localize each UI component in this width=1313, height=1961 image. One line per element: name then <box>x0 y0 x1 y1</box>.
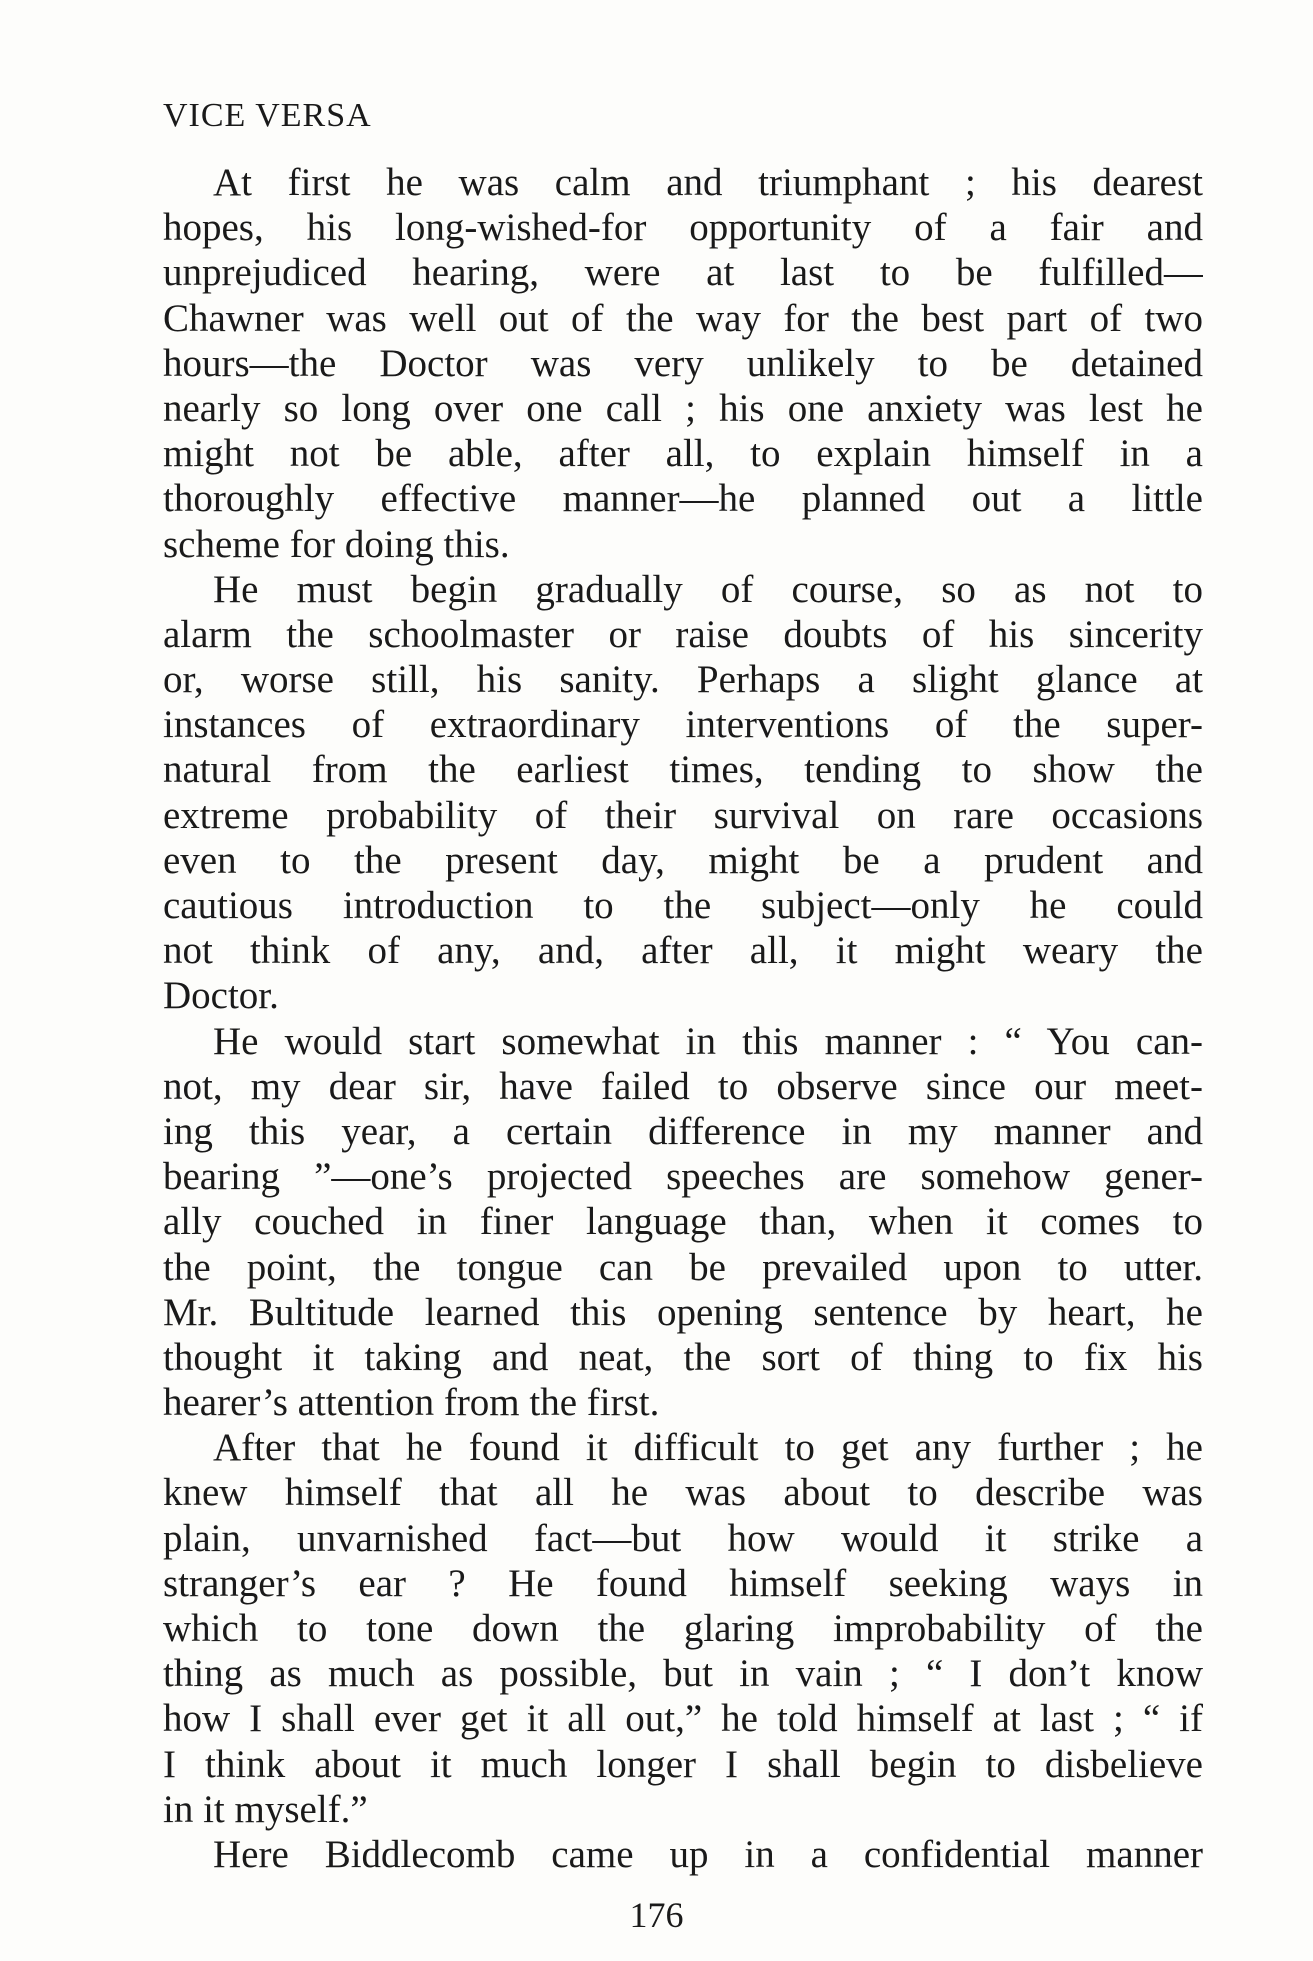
text-line: alarm the schoolmaster or raise doubts of his sincerity <box>163 612 1203 656</box>
body-text <box>163 160 1203 1877</box>
text-line: At first he was calm and triumphant ; his dearest <box>213 161 1203 204</box>
text-line: extreme probability of their survival on rare occasions <box>163 793 1203 837</box>
text-line: plain, unvarnished fact—but how would it strike a <box>163 1516 1203 1560</box>
text-line: hearer’s attention from the first. <box>163 1381 660 1425</box>
text-line: After that he found it difficult to get any further ; he <box>213 1426 1203 1470</box>
text-line: instances of extraordinary interventions of the super- <box>163 703 1203 747</box>
text-line: nearly so long over one call ; his one anxiety was lest he <box>163 386 1203 430</box>
text-line: not, my dear sir, have failed to observe since our meet- <box>163 1064 1203 1108</box>
text-line: unprejudiced hearing, were at last to be fulfilled— <box>163 251 1203 295</box>
text-line: might not be able, after all, to explain himself in a <box>163 432 1203 476</box>
text-line: ing this year, a certain difference in my manner and <box>163 1109 1203 1153</box>
text-line: or, worse still, his sanity. Perhaps a slight glance at <box>163 658 1203 702</box>
text-line: thoroughly effective manner—he planned out a little <box>163 477 1203 521</box>
text-line: Here Biddlecomb came up in a confidential manner <box>213 1832 1203 1876</box>
text-line: knew himself that all he was about to describe was <box>163 1471 1203 1515</box>
text-line: cautious introduction to the subject—only he could <box>163 884 1203 927</box>
text-line: Doctor. <box>163 974 279 1018</box>
text-line: hopes, his long-wished-for opportunity of a fair and <box>163 206 1203 250</box>
text-line: scheme for doing this. <box>163 522 510 566</box>
text-line: the point, the tongue can be prevailed upon to utter. <box>163 1245 1203 1289</box>
text-line: in it myself.” <box>163 1787 368 1831</box>
page-number: 176 <box>629 1895 684 1935</box>
text-line: hours—the Doctor was very unlikely to be detained <box>163 341 1203 385</box>
text-line: even to the present day, might be a prudent and <box>163 838 1203 882</box>
text-line: I think about it much longer I shall begin to disbelieve <box>163 1742 1203 1786</box>
text-line: which to tone down the glaring improbability of the <box>163 1607 1203 1650</box>
text-line: bearing ”—one’s projected speeches are somehow gener- <box>163 1155 1203 1199</box>
text-line: how I shall ever get it all out,” he told himself at last ; “ if <box>163 1697 1203 1741</box>
text-line: Chawner was well out of the way for the best part of two <box>163 296 1203 340</box>
running-head: VICE VERSA <box>163 97 372 134</box>
text-line: thought it taking and neat, the sort of thing to fix his <box>163 1335 1203 1379</box>
text-line: He must begin gradually of course, so as not to <box>213 567 1203 611</box>
text-line: stranger’s ear ? He found himself seeking ways in <box>163 1561 1203 1605</box>
text-line: thing as much as possible, but in vain ; “ I don’t know <box>163 1652 1203 1696</box>
text-line: ally couched in finer language than, when it comes to <box>163 1200 1203 1244</box>
text-line: natural from the earliest times, tending to show the <box>163 748 1203 792</box>
text-line: not think of any, and, after all, it might weary the <box>163 929 1203 973</box>
text-line: Mr. Bultitude learned this opening sentence by heart, he <box>163 1290 1203 1334</box>
text-line: He would start somewhat in this manner : “ You can- <box>213 1019 1203 1063</box>
